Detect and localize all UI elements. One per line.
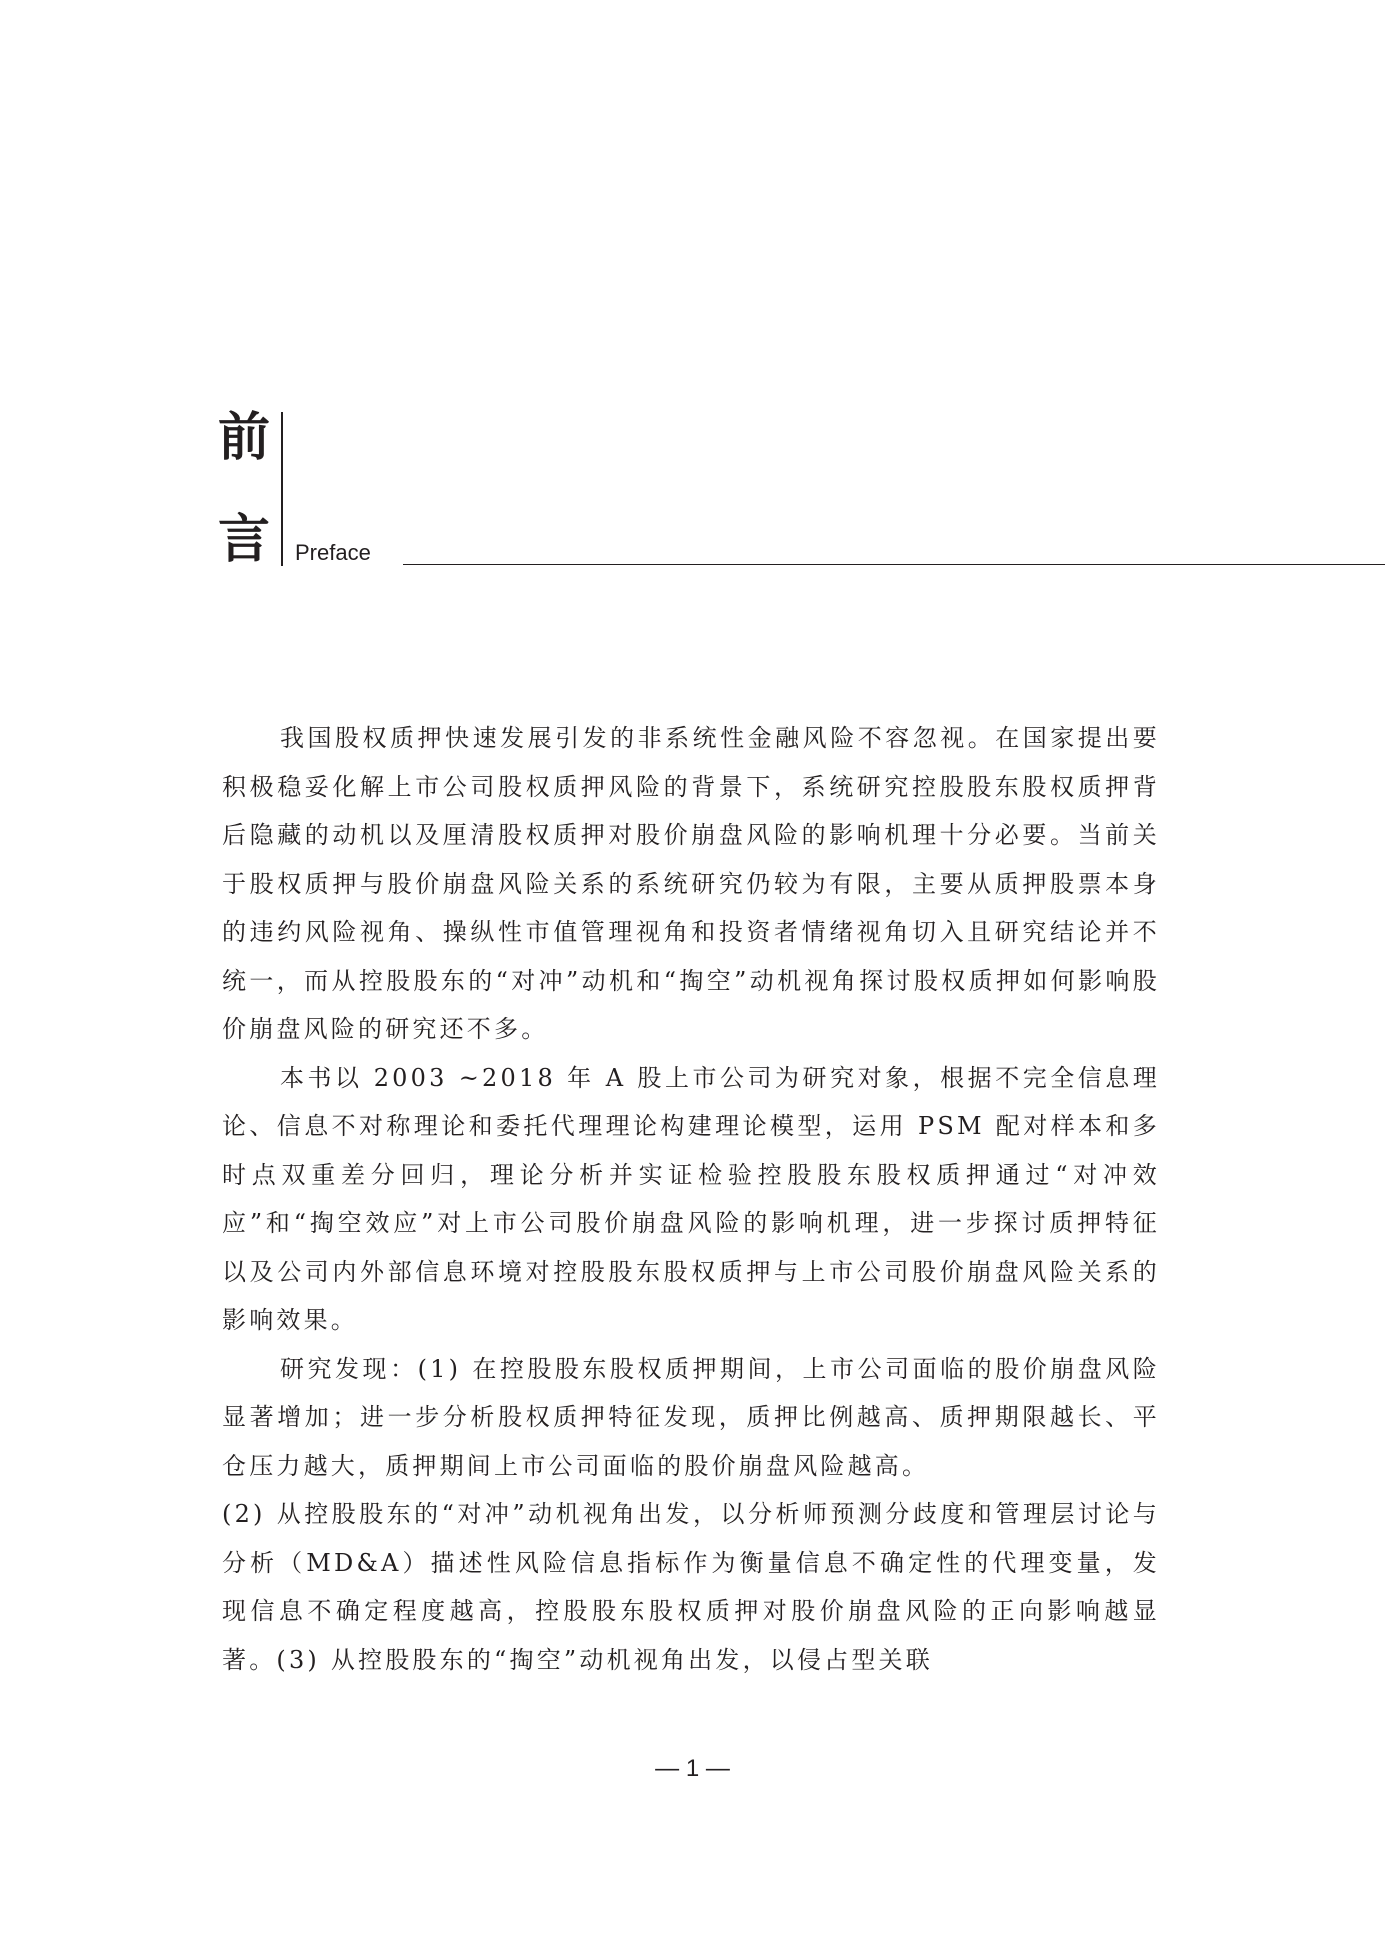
paragraph-2: 本书以 2003 ~2018 年 A 股上市公司为研究对象，根据不完全信息理论、信息不对称理论和委托代理理论构建理论模型，运用 PSM 配对样本和多时点双重差分回归，理论分析并实证检验控股股东股权质押通过“对冲效应”和“掏空效应”对上市公司股价崩盘风险的影响机理，进一步探讨质押特征以及公司内外部信息环境对控股股东股权质押与上市公司股价崩盘风险关系的影响效果。 [222, 1063, 1160, 1334]
paragraph-3: 研究发现：(1) 在控股股东股权质押期间，上市公司面临的股价崩盘风险显著增加；进一步分析股权质押特征发现，质押比例越高、质押期限越长、平仓压力越大，质押期间上市公司面临的股价崩盘风险越高。 [222, 1354, 1160, 1480]
heading-subtitle: Preface [295, 540, 371, 565]
heading-title-char-1: 前 [217, 407, 270, 468]
paragraph-1: 我国股权质押快速发展引发的非系统性金融风险不容忽视。在国家提出要积极稳妥化解上市公司股权质押风险的背景下，系统研究控股股东股权质押背后隐藏的动机以及厘清股权质押对股价崩盘风险的影响机理十分必要。当前关于股权质押与股价崩盘风险关系的系统研究仍较为有限，主要从质押股票本身的违约风险视角、操纵性市值管理视角和投资者情绪视角切入且研究结论并不统一，而从控股股东的“对冲”动机和“掏空”动机视角探讨股权质押如何影响股价崩盘风险的研究还不多。 [222, 724, 1160, 1043]
heading-horizontal-rule [403, 564, 1385, 565]
body-text [222, 714, 1160, 1684]
heading-vertical-rule [281, 412, 283, 566]
heading-title-char-2: 言 [217, 509, 270, 570]
page-number: — 1 — [655, 1755, 730, 1782]
paragraph-4: (2) 从控股股东的“对冲”动机视角出发，以分析师预测分歧度和管理层讨论与分析（MD&A）描述性风险信息指标作为衡量信息不确定性的代理变量，发现信息不确定程度越高，控股股东股权质押对股价崩盘风险的正向影响越显著。(3) 从控股股东的“掏空”动机视角出发，以侵占型关联 [222, 1500, 1160, 1674]
